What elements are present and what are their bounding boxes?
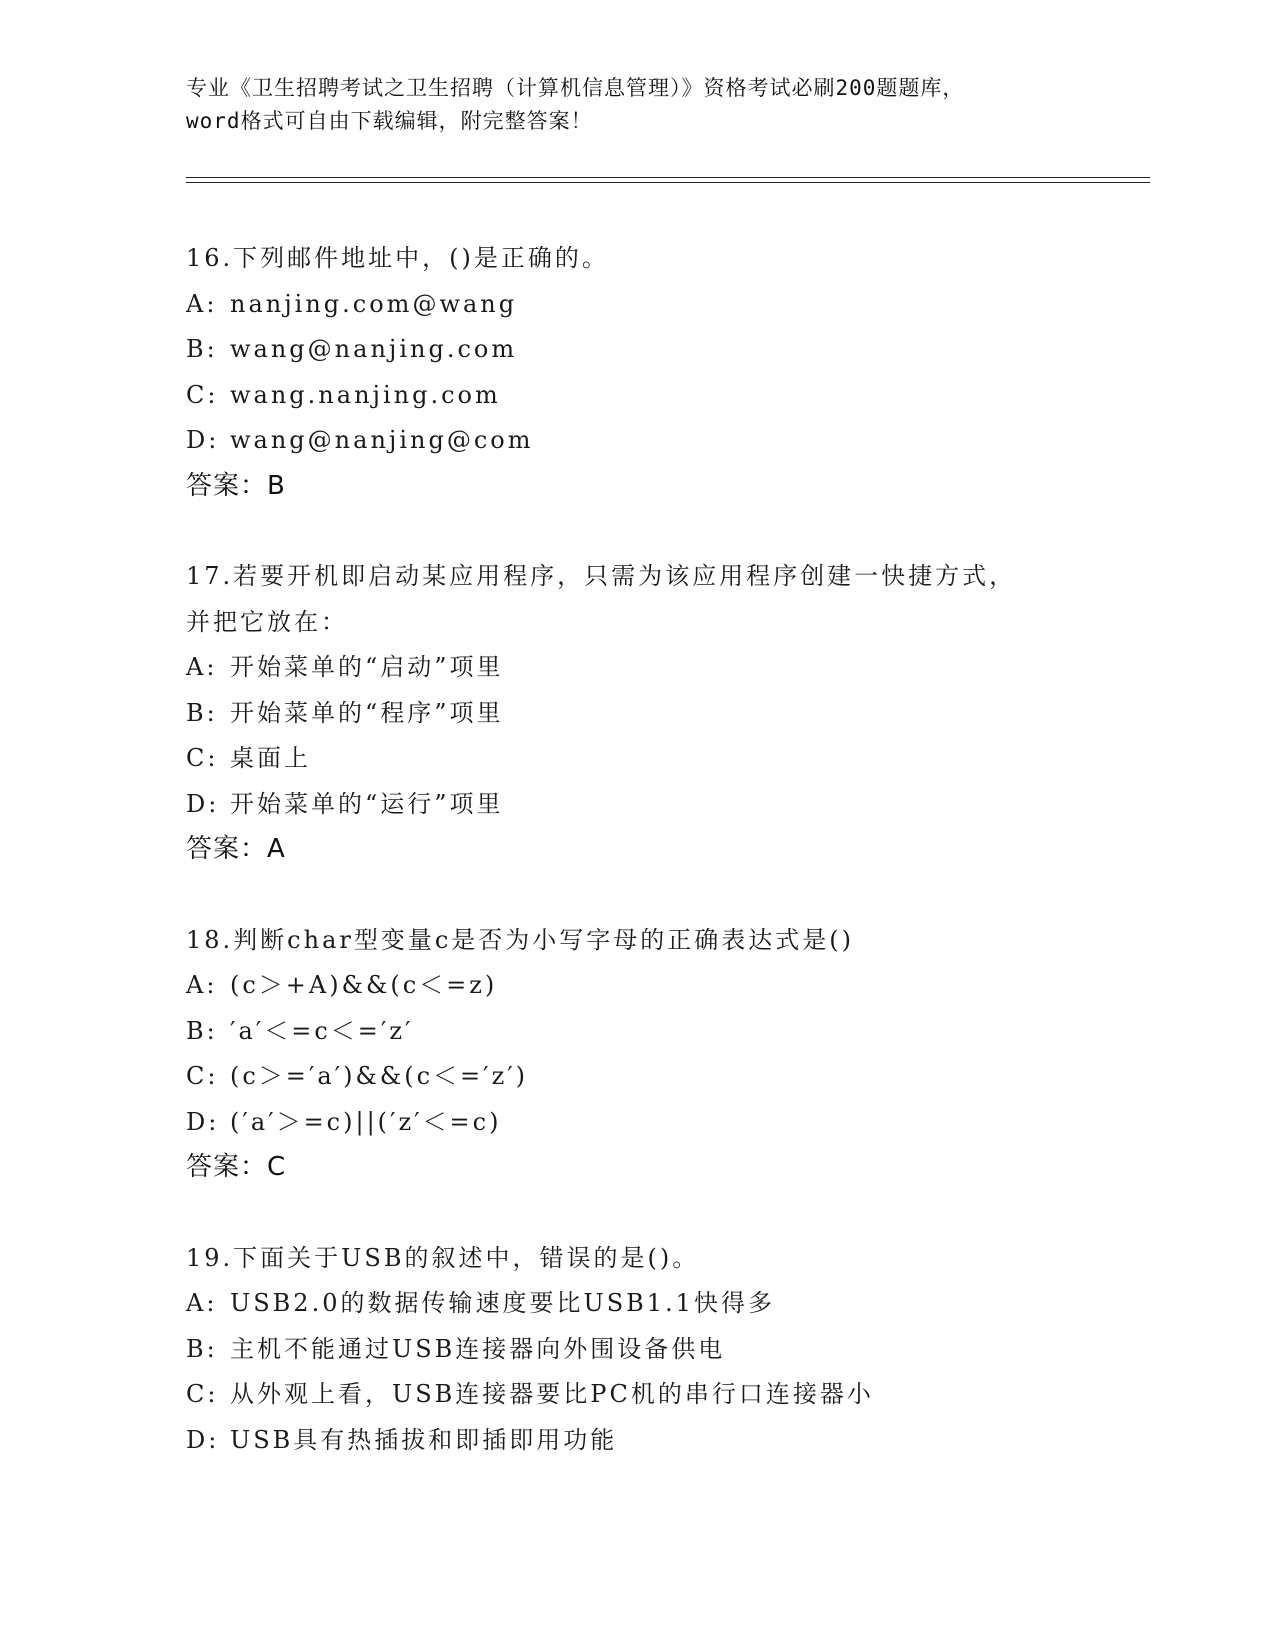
option-text: (c＞=′a′)&&(c＜=′z′) xyxy=(230,1062,529,1090)
option-key: D: xyxy=(186,1425,220,1454)
header-line-2: word格式可自由下载编辑，附完整答案！ xyxy=(186,109,593,133)
option-text: 主机不能通过USB连接器向外围设备供电 xyxy=(230,1334,726,1363)
option-key: C: xyxy=(186,744,219,772)
option-text: USB2.0的数据传输速度要比USB1.1快得多 xyxy=(230,1289,775,1317)
option-item xyxy=(186,1418,1086,1464)
option-key: D: xyxy=(186,1107,220,1136)
answer-text: 答案：A xyxy=(186,834,286,864)
option-item xyxy=(186,1009,1086,1055)
option-text: 开始菜单的“程序”项里 xyxy=(230,698,504,727)
option-key: C: xyxy=(186,1062,219,1090)
option-key: B: xyxy=(186,698,218,727)
option-text: wang@nanjing@com xyxy=(230,426,534,454)
option-text: (c＞+A)&&(c＜=z) xyxy=(230,971,498,999)
option-item xyxy=(186,327,1086,373)
option-key: B: xyxy=(186,1016,218,1045)
option-item xyxy=(186,691,1086,737)
question-block xyxy=(186,918,1086,1191)
option-item xyxy=(186,373,1086,419)
option-item xyxy=(186,282,1086,328)
question-block xyxy=(186,236,1086,509)
option-item xyxy=(186,418,1086,464)
option-key: A: xyxy=(186,971,218,999)
question-list xyxy=(186,236,1086,1463)
option-text: nanjing.com@wang xyxy=(230,289,518,318)
option-key: C: xyxy=(186,380,219,409)
option-key: C: xyxy=(186,1380,219,1408)
option-key: B: xyxy=(186,1334,218,1363)
question-text: 16.下列邮件地址中，()是正确的。 xyxy=(186,244,609,272)
option-text: wang@nanjing.com xyxy=(230,335,518,363)
option-text: 桌面上 xyxy=(230,744,311,772)
header-line-1: 专业《卫生招聘考试之卫生招聘（计算机信息管理）》资格考试必刷200题题库， xyxy=(186,76,965,100)
option-key: A: xyxy=(186,653,218,681)
option-key: D: xyxy=(186,426,220,454)
option-item xyxy=(186,782,1086,828)
option-item xyxy=(186,1054,1086,1100)
option-text: USB具有热插拔和即插即用功能 xyxy=(230,1425,618,1454)
option-item xyxy=(186,645,1086,691)
option-item xyxy=(186,1281,1086,1327)
option-key: B: xyxy=(186,335,218,363)
question-text: 19.下面关于USB的叙述中，错误的是()。 xyxy=(186,1243,700,1272)
question-text: 并把它放在： xyxy=(186,607,348,636)
option-text: (′a′＞=c)||(′z′＜=c) xyxy=(230,1107,502,1136)
question-text: 18.判断char型变量c是否为小写字母的正确表达式是() xyxy=(186,925,855,954)
question-block xyxy=(186,554,1086,873)
option-item xyxy=(186,1327,1086,1373)
header-rule-top xyxy=(186,177,1150,178)
option-key: D: xyxy=(186,789,220,818)
option-item xyxy=(186,963,1086,1009)
question-text: 17.若要开机即启动某应用程序，只需为该应用程序创建一快捷方式， xyxy=(186,562,1017,590)
option-key: A: xyxy=(186,1289,218,1317)
answer-text: 答案：B xyxy=(186,470,286,501)
option-text: 开始菜单的“启动”项里 xyxy=(230,653,504,681)
question-block xyxy=(186,1236,1086,1464)
option-text: 开始菜单的“运行”项里 xyxy=(230,789,504,818)
option-item xyxy=(186,1372,1086,1418)
option-item xyxy=(186,1100,1086,1146)
option-text: ′a′＜=c＜=′z′ xyxy=(230,1016,414,1045)
answer-text: 答案：C xyxy=(186,1152,287,1182)
header-rule-bottom xyxy=(186,182,1150,183)
option-text: 从外观上看，USB连接器要比PC机的串行口连接器小 xyxy=(230,1380,874,1408)
option-item xyxy=(186,736,1086,782)
option-text: wang.nanjing.com xyxy=(230,380,501,409)
document-header xyxy=(186,72,1086,138)
option-key: A: xyxy=(186,289,218,318)
